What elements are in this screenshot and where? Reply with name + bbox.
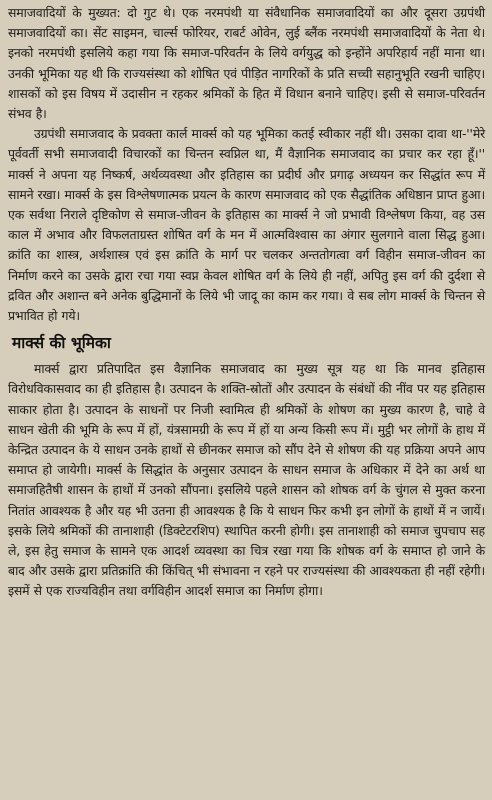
paragraph-marx-role: मार्क्स द्वारा प्रतिपादित इस वैज्ञानिक समाजवाद का मुख्य सूत्र यह था कि मानव इतिहास विरोधविकासवाद का ही इतिहास है। उत्पादन के शक्ति-स्रोतों और उत्पादन के संबंधों की नींव पर यह इतिहास साकार होता है। उत्पादन के साधनों पर निजी स्वामित्व ही श्रमिकों के शोषण का मुख्य कारण है, चाहे वे साधन खेती की भूमि के रूप में हों, यंत्रसामग्री के रूप में हों या अन्य किसी रूप में। मुट्ठी भर लोगों के हाथ में केन्द्रित उत्पादन के ये साधन उनके हाथों से छीनकर समाज को सौंप देने से शोषण की यह प्रक्रिया अपने आप समाप्त हो जायेगी। मार्क्स के सिद्धांत के अनुसार उत्पादन के साधन समाज के अधिकार में देने का अर्थ था समाजहितैषी शासन के हाथों में उनको सौंपना। इसलिये पहले शासन को शोषक वर्ग के चुंगल से मुक्त करना नितांत आवश्यक है और यह भी उतना ही आवश्यक है कि ये साधन फिर कभी इन लोगों के हाथों में न जायें। इसके लिये श्रमिकों की तानाशाही (डिक्टेटरशिप) स्थापित करनी होगी। इस तानाशाही को समाज चुपचाप सह ले, इस हेतु समाज के सामने एक आदर्श व्यवस्था का चित्र रखा गया कि शोषक वर्ग के समाप्त हो जाने के बाद और उसके द्वारा प्रतिक्रांति की किंचित् भी संभावना न रहने पर राज्यसंस्था की आवश्यकता ही नहीं रहेगी। इसमें से एक राज्यविहीन तथा वर्गविहीन आदर्श समाज का निर्माण होगा। xyxy=(8,361,485,599)
paragraph-marx-scientific-socialism: उग्रपंथी समाजवाद के प्रवक्ता कार्ल मार्क्स को यह भूमिका कतई स्वीकार नहीं थी। उसका दावा था-''मेरे पूर्ववर्ती सभी समाजवादी विचारकों का चिन्तन स्वप्निल था, मैं वैज्ञानिक समाजवाद का प्रचार कर रहा हूँ।'' मार्क्स ने अपना यह निष्कर्ष, अर्थव्यवस्था और इतिहास का प्रदीर्घ और प्रगाढ़ अध्ययन कर सिद्धांत रूप में सामने रखा। मार्क्स के इस विश्लेषणात्मक प्रयत्न के कारण समाजवाद को एक सैद्धांतिक अधिष्ठान प्राप्त हुआ। एक सर्वथा निराले दृष्टिकोण से समाज-जीवन के इतिहास का मार्क्स ने जो प्रभावी विश्लेषण किया, वह उस काल में अभाव और विफलताग्रस्त शोषित वर्ग के मन में आत्मविश्वास का अंगार सुलगाने वाला सिद्ध हुआ। क्रांति का शास्त्र, अर्थशास्त्र एवं इस क्रांति के मार्ग पर चलकर अन्ततोगत्वा वर्ग विहीन समाज-जीवन का निर्माण करने का उसके द्वारा रचा गया स्वप्न केवल शोषित वर्ग के लिये ही नहीं, अपितु इस वर्ग की दुर्दशा से द्रवित और अशान्त बने अनेक बुद्धिमानों के लिये भी जादू का काम कर गया। वे सब लोग मार्क्स के चिन्तन से प्रभावित हो गये। xyxy=(8,126,485,324)
section-heading-marx-role: मार्क्स की भूमिका xyxy=(12,334,111,353)
paragraph-socialist-groups: समाजवादियों के मुख्यत: दो गुट थे। एक नरमपंथी या संवैधानिक समाजवादियों का और दूसरा उग्रपंथी समाजवादियों का। सेंट साइमन, चार्ल्स फोरियर, राबर्ट ओवेन, लुई ब्लैंक नरमपंथी समाजवादियों के नेता थे। इनको नरमपंथी इसलिये कहा गया कि समाज-परिवर्तन के लिये वर्गयुद्ध को इन्होंने अपरिहार्य नहीं माना था। उनकी भूमिका यह थी कि राज्यसंस्था को शोषित एवं पीड़ित नागरिकों के प्रति सच्ची सहानुभूति रखनी चाहिए। शासकों को इस विषय में उदासीन न रहकर श्रमिकों के हित में विधान बनाने चाहिए। इसी से समाज-परिवर्तन संभव है। xyxy=(8,5,485,122)
